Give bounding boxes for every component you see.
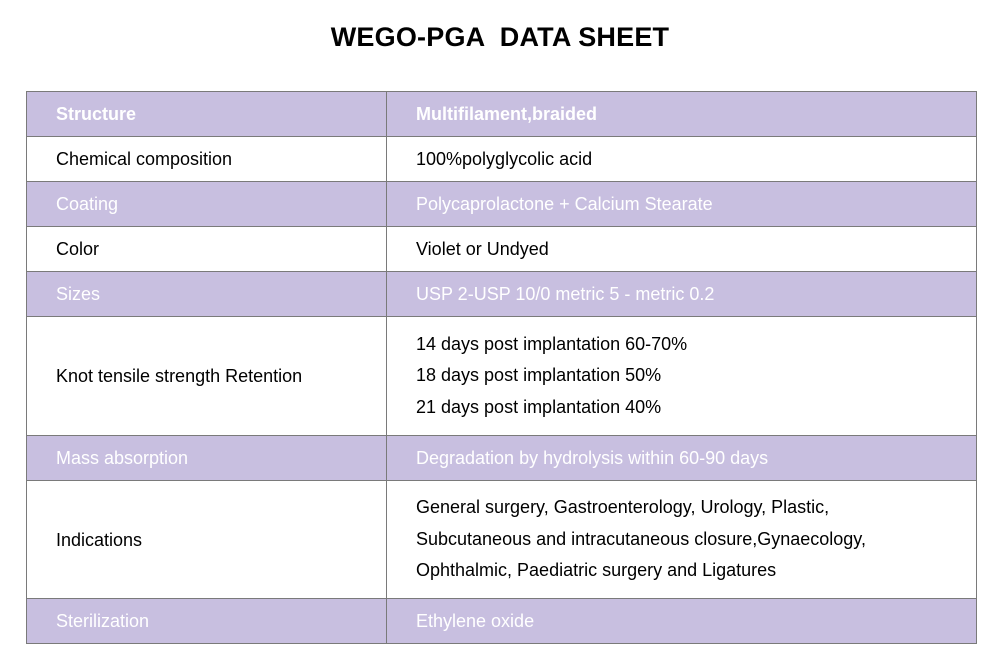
row-label: Knot tensile strength Retention xyxy=(27,317,387,436)
retention-line: 18 days post implantation 50% xyxy=(416,365,662,386)
table-row-knot-tensile-strength xyxy=(27,317,977,436)
table-row-coating xyxy=(27,182,977,227)
row-value xyxy=(387,317,977,436)
row-value: Ethylene oxide xyxy=(387,599,977,644)
row-label: Structure xyxy=(27,92,387,137)
row-value: USP 2-USP 10/0 metric 5 - metric 0.2 xyxy=(387,272,977,317)
table-row-sterilization xyxy=(27,599,977,644)
retention-line: 21 days post implantation 40% xyxy=(416,396,662,417)
table-row-sizes xyxy=(27,272,977,317)
row-label: Coating xyxy=(27,182,387,227)
indications-line: General surgery, Gastroenterology, Urology, Plastic, xyxy=(416,497,830,518)
row-label: Sizes xyxy=(27,272,387,317)
row-value: 100%polyglycolic acid xyxy=(387,137,977,182)
row-value: Violet or Undyed xyxy=(387,227,977,272)
row-label: Color xyxy=(27,227,387,272)
table-row-indications xyxy=(27,481,977,599)
table-row-color xyxy=(27,227,977,272)
data-sheet-table xyxy=(26,91,977,644)
retention-line: 14 days post implantation 60-70% xyxy=(416,333,688,354)
row-value: Polycaprolactone + Calcium Stearate xyxy=(387,182,977,227)
page-title: WEGO-PGA DATA SHEET xyxy=(330,22,670,52)
row-value: Degradation by hydrolysis within 60-90 days xyxy=(387,436,977,481)
row-value: Multifilament,braided xyxy=(387,92,977,137)
indications-line: Ophthalmic, Paediatric surgery and Ligatures xyxy=(416,560,777,581)
table-row-structure xyxy=(27,92,977,137)
row-label: Chemical composition xyxy=(27,137,387,182)
table-row-mass-absorption xyxy=(27,436,977,481)
row-label: Indications xyxy=(27,481,387,599)
indications-line: Subcutaneous and intracutaneous closure,Gynaecology, xyxy=(416,528,866,549)
row-value xyxy=(387,481,977,599)
table-row-chemical-composition xyxy=(27,137,977,182)
row-label: Mass absorption xyxy=(27,436,387,481)
row-label: Sterilization xyxy=(27,599,387,644)
